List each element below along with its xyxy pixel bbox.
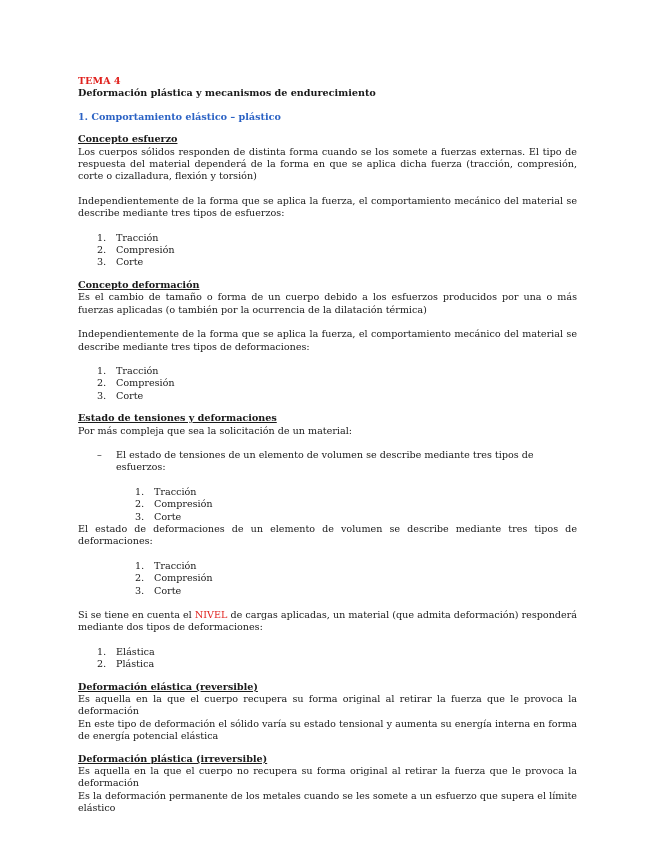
document-title: Deformación plástica y mecanismos de endurecimiento bbox=[78, 88, 376, 100]
estado-dash-list bbox=[78, 450, 577, 475]
list-item: 3. Corte bbox=[135, 585, 182, 597]
elastica-paragraph-2: En este tipo de deformación el sólido varía su estado tensional y aumenta su energía interna en forma de energía potencial elástica bbox=[78, 718, 577, 743]
estado-heading: Estado de tensiones y deformaciones bbox=[78, 413, 277, 425]
list-item: 3. Corte bbox=[97, 257, 144, 269]
estado-paragraph-2: El estado de deformaciones de un elemento de volumen se describe mediante tres tipos de deformaciones: bbox=[78, 523, 577, 548]
list-item: 1. Tracción bbox=[97, 232, 159, 244]
list-item: 2. Compresión bbox=[135, 499, 213, 511]
deformacion-paragraph-1: Es el cambio de tamaño o forma de un cuerpo debido a los esfuerzos producidos por una o más fuerzas aplicadas (o también por la ocurrencia de la dilatación térmica) bbox=[78, 292, 577, 316]
elastica-paragraph-1: Es aquella en la que el cuerpo recupera su forma original al retirar la fuerza que le provoca la deformación bbox=[78, 694, 577, 718]
list-item: 2. Compresión bbox=[97, 245, 175, 257]
list-item: 3. Corte bbox=[97, 390, 144, 402]
deformacion-list bbox=[78, 366, 577, 403]
plastica-heading: Deformación plástica (irreversible) bbox=[78, 753, 268, 765]
tema-label: TEMA 4 bbox=[78, 76, 121, 87]
estado-deformaciones-list bbox=[78, 561, 577, 598]
deformacion-heading: Concepto deformación bbox=[78, 279, 200, 291]
list-item: 2. Plástica bbox=[97, 659, 155, 671]
esfuerzo-paragraph-2: Independientemente de la forma que se aplica la fuerza, el comportamiento mecánico del material se describe mediante tres tipos de esfuerzos: bbox=[78, 195, 577, 220]
list-item: 1. Tracción bbox=[135, 560, 197, 572]
list-item: 1. Tracción bbox=[97, 365, 159, 377]
plastica-paragraph-1: Es aquella en la que el cuerpo no recupera su forma original al retirar la fuerza que le provoca la deformación bbox=[78, 766, 577, 790]
estado-tipos-list bbox=[78, 647, 577, 672]
esfuerzo-paragraph-1: Los cuerpos sólidos responden de distinta forma cuando se los somete a fuerzas externas. El tipo de respuesta del material dependerá de la forma en que se aplica dicha fuerza (tracción, compresión, corte o cizalladura, flexión y torsión) bbox=[78, 146, 577, 183]
esfuerzo-list bbox=[78, 233, 577, 270]
section-title: 1. Comportamiento elástico – plástico bbox=[78, 111, 281, 123]
nivel-highlight: NIVEL bbox=[194, 610, 228, 621]
elastica-heading: Deformación elástica (reversible) bbox=[78, 681, 258, 693]
list-item: – El estado de tensiones de un elemento de volumen se describe mediante tres tipos de esfuerzos: bbox=[97, 449, 534, 474]
list-item: 3. Corte bbox=[135, 511, 182, 523]
list-item: 1. Tracción bbox=[135, 486, 197, 498]
list-item: 2. Compresión bbox=[135, 573, 213, 585]
estado-paragraph-3: Si se tiene en cuenta el NIVEL de cargas aplicadas, un material (que admita deformación) responderá mediante dos tipos de deformaciones: bbox=[78, 610, 577, 634]
list-item: 1. Elástica bbox=[97, 646, 155, 658]
estado-esfuerzos-list bbox=[78, 487, 577, 524]
list-item: 2. Compresión bbox=[97, 378, 175, 390]
esfuerzo-heading: Concepto esfuerzo bbox=[78, 134, 178, 146]
plastica-paragraph-2: Es la deformación permanente de los metales cuando se les somete a un esfuerzo que supera el límite elástico bbox=[78, 790, 577, 815]
estado-paragraph-1: Por más compleja que sea la solicitación de un material: bbox=[78, 425, 352, 437]
deformacion-paragraph-2: Independientemente de la forma que se aplica la fuerza, el comportamiento mecánico del material se describe mediante tres tipos de deformaciones: bbox=[78, 329, 577, 353]
